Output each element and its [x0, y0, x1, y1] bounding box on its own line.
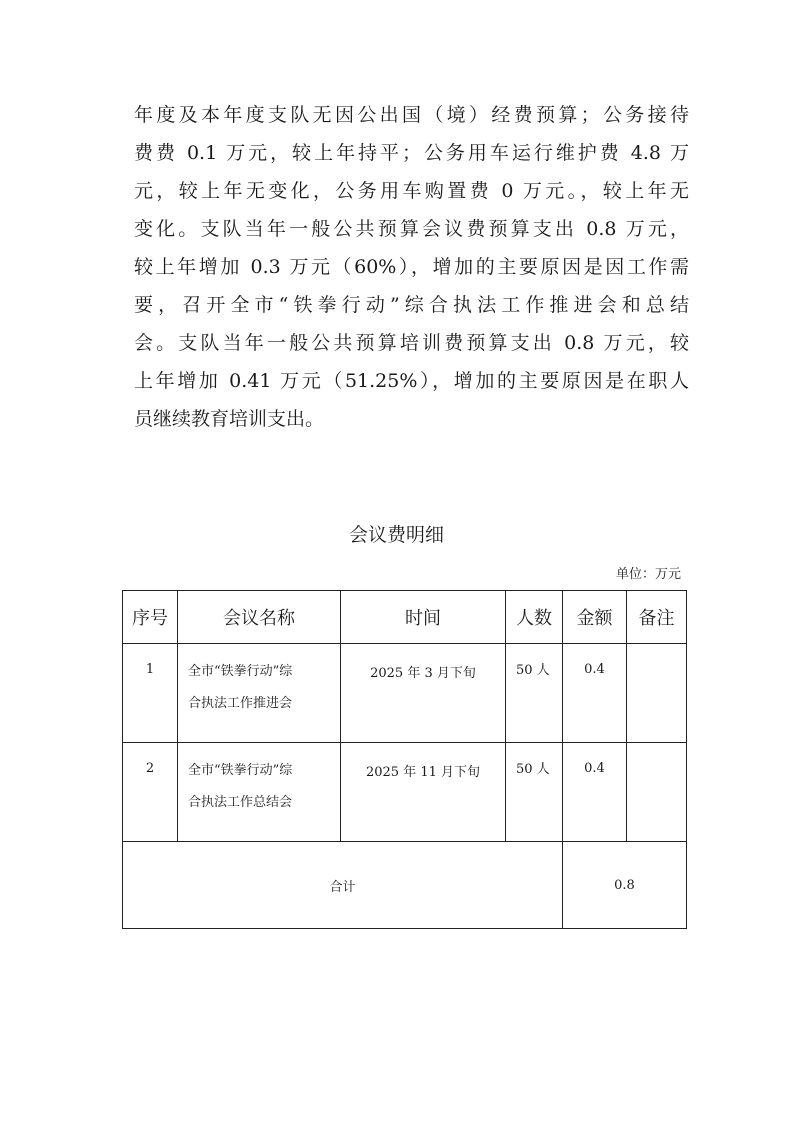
meeting-name-line: 合执法工作推进会 — [188, 696, 293, 711]
meeting-name-line: 全市“铁拳行动”综 — [188, 664, 293, 679]
paragraph-line: 变化。支队当年一般公共预算会议费预算支出 0.8 万元， — [134, 218, 689, 240]
table-title: 会议费明细 — [348, 524, 444, 546]
cell-seq: 1 — [123, 644, 178, 743]
paragraph-line: 费费 0.1 万元，较上年持平；公务用车运行维护费 4.8 万 — [134, 142, 689, 164]
meeting-name-line: 全市“铁拳行动”综 — [188, 763, 293, 778]
header-time: 时间 — [341, 591, 506, 644]
cell-people: 50 人 — [506, 644, 563, 743]
header-seq: 序号 — [123, 591, 178, 644]
cell-remark — [627, 743, 687, 842]
paragraph-line: 员继续教育培训支出。 — [134, 408, 325, 430]
paragraph-line: 要，召开全市“铁拳行动”综合执法工作推进会和总结 — [134, 294, 689, 316]
table-header-row — [123, 591, 687, 644]
cell-time: 2025 年 11 月下旬 — [341, 743, 506, 842]
cell-amount: 0.4 — [563, 644, 627, 743]
unit-label: 单位：万元 — [615, 567, 681, 582]
meeting-name-line: 合执法工作总结会 — [188, 795, 293, 810]
table-row — [123, 644, 687, 743]
cell-meeting-name — [178, 644, 341, 743]
cell-meeting-name — [178, 743, 341, 842]
paragraph-line: 上年增加 0.41 万元（51.25%），增加的主要原因是在职人 — [134, 370, 689, 392]
table-row — [123, 743, 687, 842]
cell-remark — [627, 644, 687, 743]
paragraph-line: 会。支队当年一般公共预算培训费预算支出 0.8 万元，较 — [134, 332, 689, 354]
header-name: 会议名称 — [178, 591, 341, 644]
paragraph-line: 元，较上年无变化，公务用车购置费 0 万元。，较上年无 — [134, 180, 689, 202]
header-people: 人数 — [506, 591, 563, 644]
paragraph-line: 较上年增加 0.3 万元（60%），增加的主要原因是因工作需 — [134, 256, 689, 278]
cell-seq: 2 — [123, 743, 178, 842]
table-total-row — [123, 842, 687, 929]
header-remark: 备注 — [627, 591, 687, 644]
cell-amount: 0.4 — [563, 743, 627, 842]
paragraph-line: 年度及本年度支队无因公出国（境）经费预算；公务接待 — [134, 104, 689, 126]
body-paragraph — [134, 96, 689, 438]
total-label: 合计 — [123, 842, 563, 929]
meeting-fee-table — [122, 590, 687, 929]
header-amount: 金额 — [563, 591, 627, 644]
cell-people: 50 人 — [506, 743, 563, 842]
total-amount: 0.8 — [563, 842, 687, 929]
cell-time: 2025 年 3 月下旬 — [341, 644, 506, 743]
